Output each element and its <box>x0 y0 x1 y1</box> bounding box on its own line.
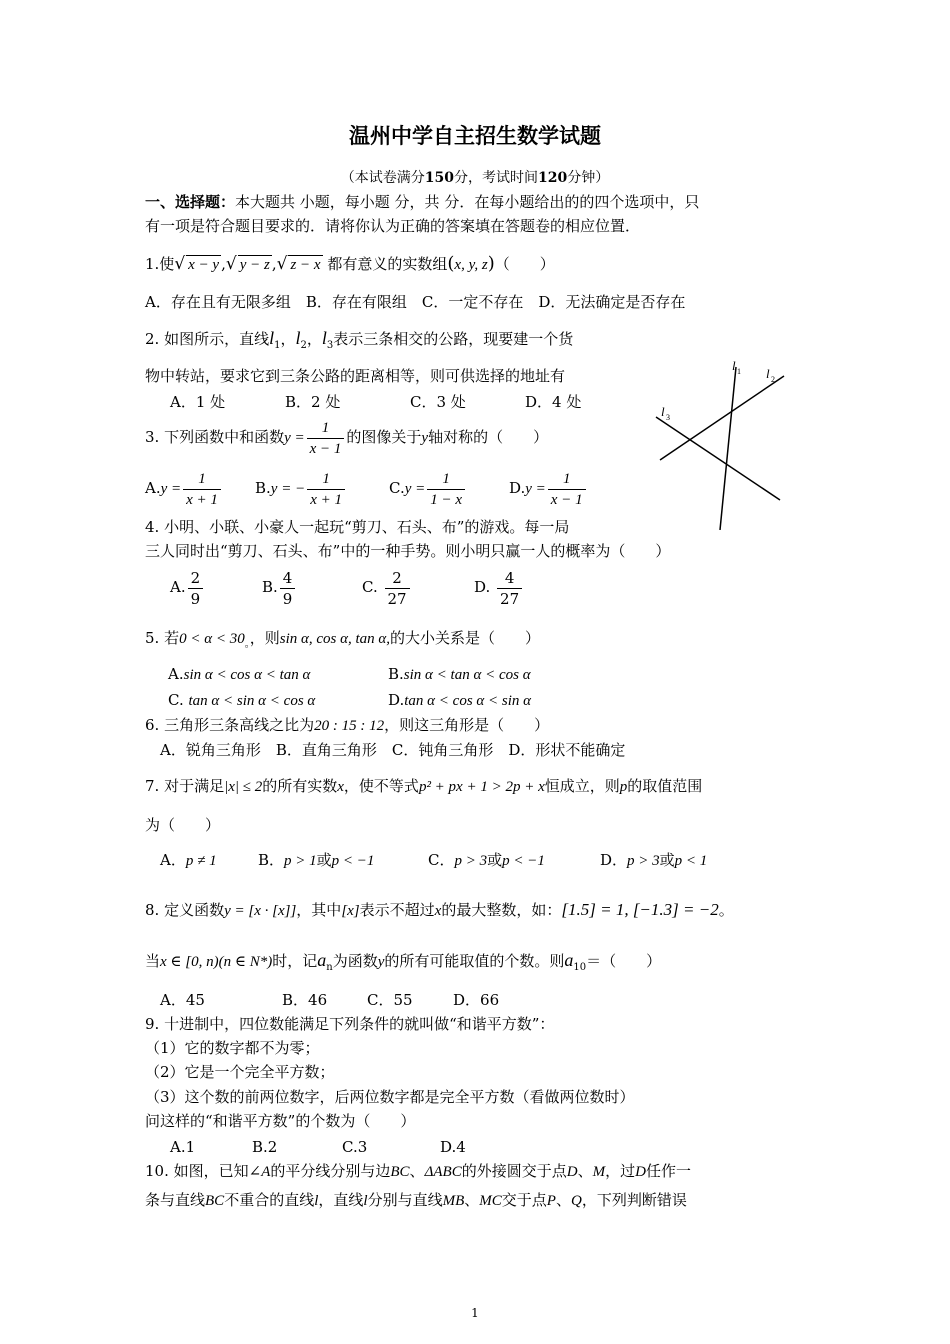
q2-option-b: B．2 处 <box>285 393 341 411</box>
q6-ratio: 20 : 15 : 12 <box>314 718 385 734</box>
q9-options <box>170 1137 466 1157</box>
option-expr: p > 3 <box>627 853 660 869</box>
q6-text: 6. 三角形三条高线之比为 <box>145 716 315 734</box>
q5-text: 5. 若 <box>145 629 180 647</box>
line-l: l <box>295 328 301 348</box>
option-fraction <box>307 469 345 510</box>
line-l: l <box>321 328 327 348</box>
option-label: B. <box>388 665 404 683</box>
segment-mc: MC <box>479 1193 502 1209</box>
line-l: l <box>269 328 275 348</box>
section-intro <box>145 192 699 212</box>
q3-options <box>145 465 588 512</box>
question-5 <box>145 628 540 655</box>
variable-p: p <box>619 779 628 795</box>
q1-options: A．存在且有无限多组 B．存在有限组 C．一定不存在 D．无法确定是否存在 <box>145 293 686 311</box>
exam-info <box>0 167 950 187</box>
q10-text: ，过 <box>605 1162 636 1180</box>
option-expr: tan α < cos α < sin α <box>404 693 532 709</box>
q8-text: 时，记 <box>272 952 318 970</box>
option-label: C. <box>168 691 184 709</box>
q7-text: 恒成立，则 <box>544 777 620 795</box>
q8-text: 的最大整数，如： <box>441 901 562 919</box>
q1-tuple: x, y, z <box>454 257 488 273</box>
q7-option-b <box>258 850 428 871</box>
q1-radicand-3: z − x <box>290 257 321 273</box>
option-label: D. <box>509 479 526 497</box>
question-3 <box>145 414 548 461</box>
option-expr: sin α < tan α < cos α <box>403 667 531 683</box>
denominator: 9 <box>282 589 293 608</box>
q10-text: 的平分线分别与边 <box>270 1162 391 1180</box>
q3-text: 轴对称的（ ） <box>428 428 549 446</box>
degree-mark: 。 <box>244 639 250 650</box>
denominator: x + 1 <box>186 491 218 508</box>
option-or: 或 <box>487 851 503 869</box>
numerator: 4 <box>497 568 522 589</box>
option-fn: y = <box>160 481 182 497</box>
q8-text: 的所有可能取值的个数。则 <box>384 952 565 970</box>
q1-text: 1.使 <box>145 255 175 273</box>
subscript: 2 <box>300 340 307 351</box>
q2-option-c: C．3 处 <box>410 393 466 411</box>
option-label: A. <box>168 665 184 683</box>
q10-text: 的外接圆交于点 <box>461 1162 567 1180</box>
q9-cond-2: （2）它是一个完全平方数； <box>145 1063 335 1081</box>
q5-options-row1 <box>168 664 531 685</box>
option-label: D． <box>600 851 628 869</box>
option-fn: y = <box>404 481 426 497</box>
angle-a: ∠A <box>248 1164 271 1180</box>
option-expr: sin α < cos α < tan α <box>183 667 311 683</box>
q3-axis: y <box>421 430 429 446</box>
exam-time: 120 <box>538 170 568 186</box>
triangle-abc: ΔABC <box>424 1164 462 1180</box>
q1-radicand-1: x − y <box>188 257 220 273</box>
q10-text: 分别与直线 <box>367 1191 443 1209</box>
option-or: 或 <box>316 851 332 869</box>
option-fraction <box>497 568 522 609</box>
q4-line2: 三人同时出“剪刀、石头、布”中的一种手势。则小明只赢一人的概率为（ ） <box>145 542 671 560</box>
option-fraction <box>183 469 221 510</box>
q8-text: 表示不超过 <box>359 901 435 919</box>
q9-cond-3: （3）这个数的前两位数字，后两位数字都是完全平方数（看做两位数时） <box>145 1088 635 1106</box>
q2-options <box>170 392 581 412</box>
line-l: l <box>363 1193 368 1209</box>
q7-text: 的所有实数 <box>262 777 338 795</box>
option-fn: y = − <box>270 481 306 497</box>
point-m: M <box>592 1164 606 1180</box>
q2-option-a: A．1 处 <box>170 393 226 411</box>
q2-text: 表示三条相交的公路，现要建一个货 <box>333 330 574 348</box>
point-q: Q <box>570 1193 582 1209</box>
q10-text: 任作一 <box>645 1162 691 1180</box>
line-l2 <box>660 376 784 460</box>
denominator: 27 <box>387 589 407 608</box>
q3-fraction <box>307 418 345 459</box>
q5-option-b <box>388 664 531 685</box>
q9-question: 问这样的“和谐平方数”的个数为（ ） <box>145 1112 416 1130</box>
option-label: A． <box>160 851 186 869</box>
q10-text: 条与直线 <box>145 1191 206 1209</box>
q10-line2 <box>145 1190 687 1211</box>
denominator: x + 1 <box>310 491 342 508</box>
q5-text: ，则 <box>249 629 280 647</box>
question-2: 2. 如图所示，直线$l_1$，$l_2$，$l_3$表示三条相交的公路，现要建一个货 <box>145 328 574 351</box>
line-l3 <box>656 417 780 500</box>
point-d: D <box>566 1164 578 1180</box>
q4-option-a <box>170 564 262 610</box>
question-4: 4. 小明、小联、小豪人一起玩“剪刀、石头、布”的游戏。每一局 <box>145 518 570 536</box>
option-expr: p < 1 <box>674 853 708 869</box>
option-fraction <box>427 469 465 510</box>
q5-condition: 0 < α < 30 <box>179 631 245 647</box>
option-fraction <box>280 568 296 609</box>
q5-text: 的大小关系是（ ） <box>390 629 541 647</box>
q2-text: 2. 如图所示，直线 <box>145 330 270 348</box>
variable-y: y <box>377 954 385 970</box>
q3-text: 3. 下列函数中和函数 <box>145 428 285 446</box>
subscript: 1 <box>274 340 281 351</box>
subscript: n <box>326 962 333 973</box>
option-label: D. <box>474 578 491 596</box>
q9-option-b: B.2 <box>252 1138 278 1156</box>
option-expr: p < −1 <box>331 853 375 869</box>
q5-option-c <box>168 690 388 711</box>
q3-function: y = <box>284 430 305 446</box>
q5-options-row2 <box>168 690 531 711</box>
q10-text: 10. 如图，已知 <box>145 1162 249 1180</box>
option-label: B. <box>255 479 271 497</box>
segment-bc: BC <box>205 1193 225 1209</box>
q8-function: y = [x · [x]] <box>224 903 297 919</box>
label-l3-sub: 3 <box>666 413 670 422</box>
subtitle-text: 分钟） <box>567 170 610 186</box>
option-label: A. <box>145 479 161 497</box>
q8-option-a: A．45 <box>160 991 205 1009</box>
section-instructions: 本大题共 小题，每小题 分，共 分．在每小题给出的的四个选项中，只 <box>235 193 700 211</box>
numerator: 4 <box>280 568 296 589</box>
option-label: B. <box>262 578 278 596</box>
q8-domain: x ∈ [0, n)(n ∈ N*) <box>160 954 273 970</box>
q8-text: ，其中 <box>296 901 342 919</box>
subscript: 3 <box>326 340 334 351</box>
option-label: C. <box>389 479 405 497</box>
label-l1-sub: 1 <box>737 367 741 376</box>
label-l1: l <box>732 358 736 373</box>
option-fraction <box>385 568 410 609</box>
q9-cond-1: （1）它的数字都不为零； <box>145 1039 320 1057</box>
q6-text: ，则这三角形是（ ） <box>384 716 550 734</box>
subscript: 10 <box>573 962 587 973</box>
question-10 <box>145 1161 691 1182</box>
sequence-a: a <box>564 950 574 970</box>
q3-option-d <box>509 465 588 512</box>
q3-option-a <box>145 465 255 512</box>
q10-text: 、 <box>464 1191 480 1209</box>
denominator: 1 − x <box>430 491 463 508</box>
q10-text: 、 <box>409 1162 425 1180</box>
label-l2-sub: 2 <box>771 375 775 384</box>
segment-bc: BC <box>390 1164 410 1180</box>
q7-option-d <box>600 850 707 871</box>
option-expr: p < −1 <box>502 853 545 869</box>
numerator: 1 <box>183 469 221 490</box>
q2-line2: 物中转站，要求它到三条公路的距离相等，则可供选择的地址有 <box>145 367 566 385</box>
point-d: D <box>635 1164 646 1180</box>
option-fn: y = <box>525 481 546 497</box>
page-title: 温州中学自主招生数学试题 <box>349 124 601 148</box>
label-l2: l <box>766 366 770 381</box>
q7-inequality: p² + px + 1 > 2p + x <box>418 779 545 795</box>
option-expr: p > 3 <box>454 853 488 869</box>
q10-text: 交于点 <box>501 1191 547 1209</box>
numerator: 1 <box>427 469 465 490</box>
option-or: 或 <box>659 851 675 869</box>
three-lines-figure <box>648 352 798 530</box>
q1-text: 都有意义的实数组 <box>327 255 448 273</box>
line-l: l <box>314 1193 319 1209</box>
page-number: 1 <box>471 1306 479 1320</box>
q8-example: [1.5] = 1, [−1.3] = −2 <box>561 900 719 919</box>
q1-radicand-2: y − z <box>239 257 270 273</box>
question-1: 1.使√ x − y ,√ y − z ,√ z − x 都有意义的实数组(x, y, z)（ ） <box>145 253 555 274</box>
option-label: A. <box>170 578 186 596</box>
q9-option-c: C.3 <box>342 1138 368 1156</box>
option-label: C. <box>362 578 378 596</box>
section-intro-line2: 有一项是符合题目要求的．请将你认为正确的答案填在答题卷的相应位置． <box>145 217 641 235</box>
q8-text: 为函数 <box>332 952 378 970</box>
q3-option-b <box>255 465 389 512</box>
q8-option-c: C．55 <box>367 991 413 1009</box>
option-expr: p > 1 <box>284 853 317 869</box>
subtitle-text: （本试卷满分 <box>340 170 425 186</box>
q8-text: 。 <box>718 901 734 919</box>
q3-text: 的图像关于 <box>346 428 422 446</box>
q1-answer-blank: （ ） <box>494 255 555 273</box>
label-l3: l <box>661 404 665 419</box>
variable-x: x <box>337 779 344 795</box>
q7-option-c <box>428 850 600 871</box>
q9-option-d: D.4 <box>440 1138 466 1156</box>
q4-option-d <box>474 564 524 610</box>
q8-text: 当 <box>145 952 161 970</box>
question-6 <box>145 715 549 736</box>
q8-line2 <box>145 950 661 978</box>
option-fraction <box>188 568 204 609</box>
q7-options <box>160 850 707 871</box>
q7-condition: |x| ≤ 2 <box>224 779 263 795</box>
variable-x: x <box>434 903 442 919</box>
q4-option-c <box>362 564 474 610</box>
q3-option-c <box>389 465 509 512</box>
q10-text: ，直线 <box>318 1191 364 1209</box>
sequence-a: a <box>317 950 327 970</box>
option-label: D. <box>388 691 405 709</box>
question-8 <box>145 900 734 921</box>
denominator: x − 1 <box>550 491 583 508</box>
line-l1 <box>720 367 736 530</box>
q10-text: 不重合的直线 <box>224 1191 315 1209</box>
q7-text: 的取值范围 <box>627 777 703 795</box>
q4-options <box>170 564 524 610</box>
q10-text: ，下列判断错误 <box>581 1191 687 1209</box>
option-expr: tan α < sin α < cos α <box>188 693 316 709</box>
point-p: P <box>546 1193 556 1209</box>
q5-option-d <box>388 690 531 711</box>
q8-text: 8. 定义函数 <box>145 901 225 919</box>
segment-mb: MB <box>442 1193 465 1209</box>
numerator: 1 <box>307 418 345 439</box>
option-expr: p ≠ 1 <box>185 853 217 869</box>
q10-text: 、 <box>555 1191 571 1209</box>
subtitle-text: 分，考试时间 <box>454 170 538 186</box>
q7-option-a <box>160 850 258 871</box>
option-label: C． <box>428 851 455 869</box>
denominator: 27 <box>500 589 520 608</box>
q7-line2: 为（ ） <box>145 816 221 834</box>
q2-option-d: D．4 处 <box>525 393 582 411</box>
q8-options <box>160 990 499 1010</box>
q8-option-d: D．66 <box>453 991 500 1009</box>
question-9: 9. 十进制中，四位数能满足下列条件的就叫做“和谐平方数”： <box>145 1015 555 1033</box>
q8-option-b: B．46 <box>282 991 328 1009</box>
q5-expression: sin α, cos α, tan α, <box>279 631 391 647</box>
denominator: x − 1 <box>309 440 342 457</box>
q7-text: 7. 对于满足 <box>145 777 225 795</box>
q9-option-a: A.1 <box>170 1138 196 1156</box>
option-label: B． <box>258 851 285 869</box>
q8-answer-blank: ＝（ ） <box>586 952 662 970</box>
q6-options: A．锐角三角形 B．直角三角形 C．钝角三角形 D．形状不能确定 <box>160 741 626 759</box>
q10-text: 、 <box>577 1162 593 1180</box>
numerator: 1 <box>307 469 345 490</box>
numerator: 1 <box>548 469 586 490</box>
q4-option-b <box>262 564 362 610</box>
denominator: 9 <box>190 589 201 608</box>
option-fraction <box>548 469 586 510</box>
full-score: 150 <box>424 170 454 186</box>
numerator: 2 <box>385 568 410 589</box>
q5-option-a <box>168 664 388 685</box>
section-label: 一、选择题： <box>145 193 236 211</box>
numerator: 2 <box>188 568 204 589</box>
question-7 <box>145 776 702 797</box>
q7-text: ，使不等式 <box>343 777 419 795</box>
floor-x: [x] <box>341 903 360 919</box>
